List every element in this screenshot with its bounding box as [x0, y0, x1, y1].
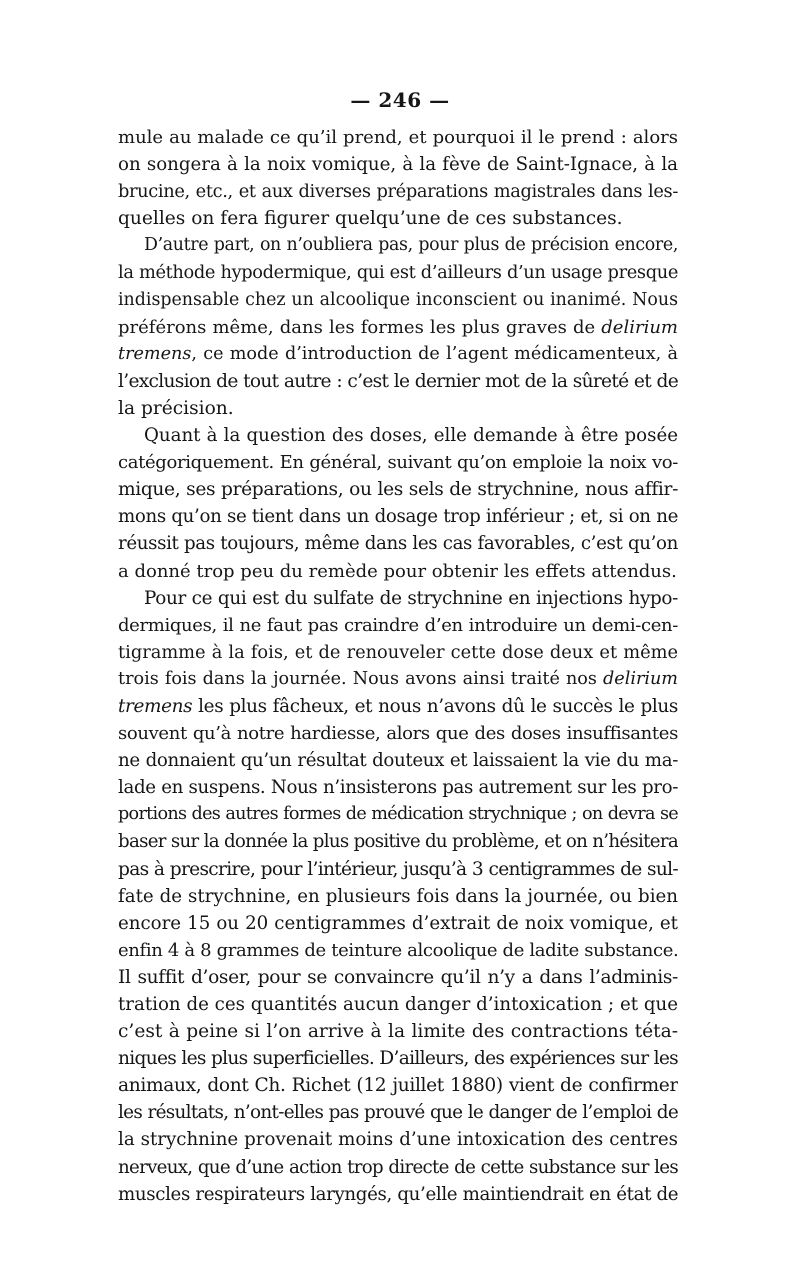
text-line: Il suffit d’oser, pour se convaincre qu’il n’y a dans l’adminis-	[118, 966, 678, 988]
text-line: lade en suspens. Nous n’insisterons pas autrement sur les pro-	[118, 777, 678, 799]
text-line: les résultats, n’ont-elles pas prouvé que le danger de l’emploi de	[118, 1102, 678, 1124]
text-line: enfin 4 à 8 grammes de teinture alcoolique de ladite substance.	[118, 939, 678, 961]
text-line: tigramme à la fois, et de renouveler cette dose deux et même	[118, 641, 678, 663]
paragraph-start: Quant à la question des doses, elle demande à être posée	[144, 425, 678, 447]
text-line: portions des autres formes de médication strychnique ; on devra se	[118, 804, 678, 825]
text-line: souvent qu’à notre hardiesse, alors que des doses insuffisantes	[118, 723, 678, 745]
text-line: mique, ses préparations, ou les sels de strychnine, nous affir-	[118, 479, 678, 501]
paragraph-start: D’autre part, on n’oubliera pas, pour plus de précision encore,	[144, 235, 678, 256]
text-line: muscles respirateurs laryngés, qu’elle maintiendrait en état de	[118, 1183, 678, 1205]
text-line: fate de strychnine, en plusieurs fois dans la journée, ou bien	[118, 885, 678, 907]
text-line: ne donnaient qu’un résultat douteux et laissaient la vie du ma-	[118, 750, 678, 772]
text-line: encore 15 ou 20 centigrammes d’extrait de noix vomique, et	[118, 912, 678, 934]
text-line: niques les plus superficielles. D’ailleurs, des expériences sur les	[118, 1048, 678, 1070]
text-line: on songera à la noix vomique, à la fève de Saint-Ignace, à la	[118, 154, 678, 176]
text-line: baser sur la donnée la plus positive du problème, et on n’hésitera	[118, 831, 678, 853]
text-line: la précision.	[118, 397, 234, 419]
text-line: catégoriquement. En général, suivant qu’on emploie la noix vo-	[118, 452, 678, 474]
text-line: tremens, ce mode d’introduction de l’agent médicamenteux, à	[118, 343, 678, 364]
text-line: a donné trop peu du remède pour obtenir les effets attendus.	[118, 560, 677, 582]
text-line: pas à prescrire, pour l’intérieur, jusqu’à 3 centigrammes de sul-	[118, 858, 678, 880]
text-line: indispensable chez un alcoolique inconscient ou inanimé. Nous	[118, 289, 678, 310]
text-line: quelles on fera figurer quelqu’une de ces substances.	[118, 208, 623, 230]
text-line: mons qu’on se tient dans un dosage trop inférieur ; et, si on ne	[118, 506, 678, 528]
page-number: — 246 —	[350, 88, 450, 112]
text-line: nerveux, que d’une action trop directe de cette substance sur les	[118, 1156, 678, 1178]
text-line: c’est à peine si l’on arrive à la limite des contractions téta-	[118, 1021, 678, 1043]
text-line: la méthode hypodermique, qui est d’ailleurs d’un usage presque	[118, 262, 678, 284]
text-line: brucine, etc., et aux diverses préparations magistrales dans les-	[118, 181, 678, 203]
text-line: l’exclusion de tout autre : c’est le dernier mot de la sûreté et de	[118, 370, 678, 392]
text-line: la strychnine provenait moins d’une intoxication des centres	[118, 1129, 678, 1151]
paragraph-start: Pour ce qui est du sulfate de strychnine en injections hypo-	[144, 587, 678, 609]
text-line: animaux, dont Ch. Richet (12 juillet 1880) vient de confirmer	[118, 1075, 678, 1097]
text-line: trois fois dans la journée. Nous avons ainsi traité nos delirium	[118, 668, 678, 689]
text-line: dermiques, il ne faut pas craindre d’en introduire un demi-cen-	[118, 614, 678, 636]
body-text	[118, 124, 678, 1208]
text-line: tration de ces quantités aucun danger d’intoxication ; et que	[118, 994, 678, 1015]
text-line: mule au malade ce qu’il prend, et pourquoi il le prend : alors	[118, 127, 678, 148]
text-line: réussit pas toujours, même dans les cas favorables, c’est qu’on	[118, 533, 678, 555]
text-line: tremens les plus fâcheux, et nous n’avons dû le succès le plus	[118, 695, 678, 717]
text-line: préférons même, dans les formes les plus graves de delirium	[118, 316, 678, 338]
